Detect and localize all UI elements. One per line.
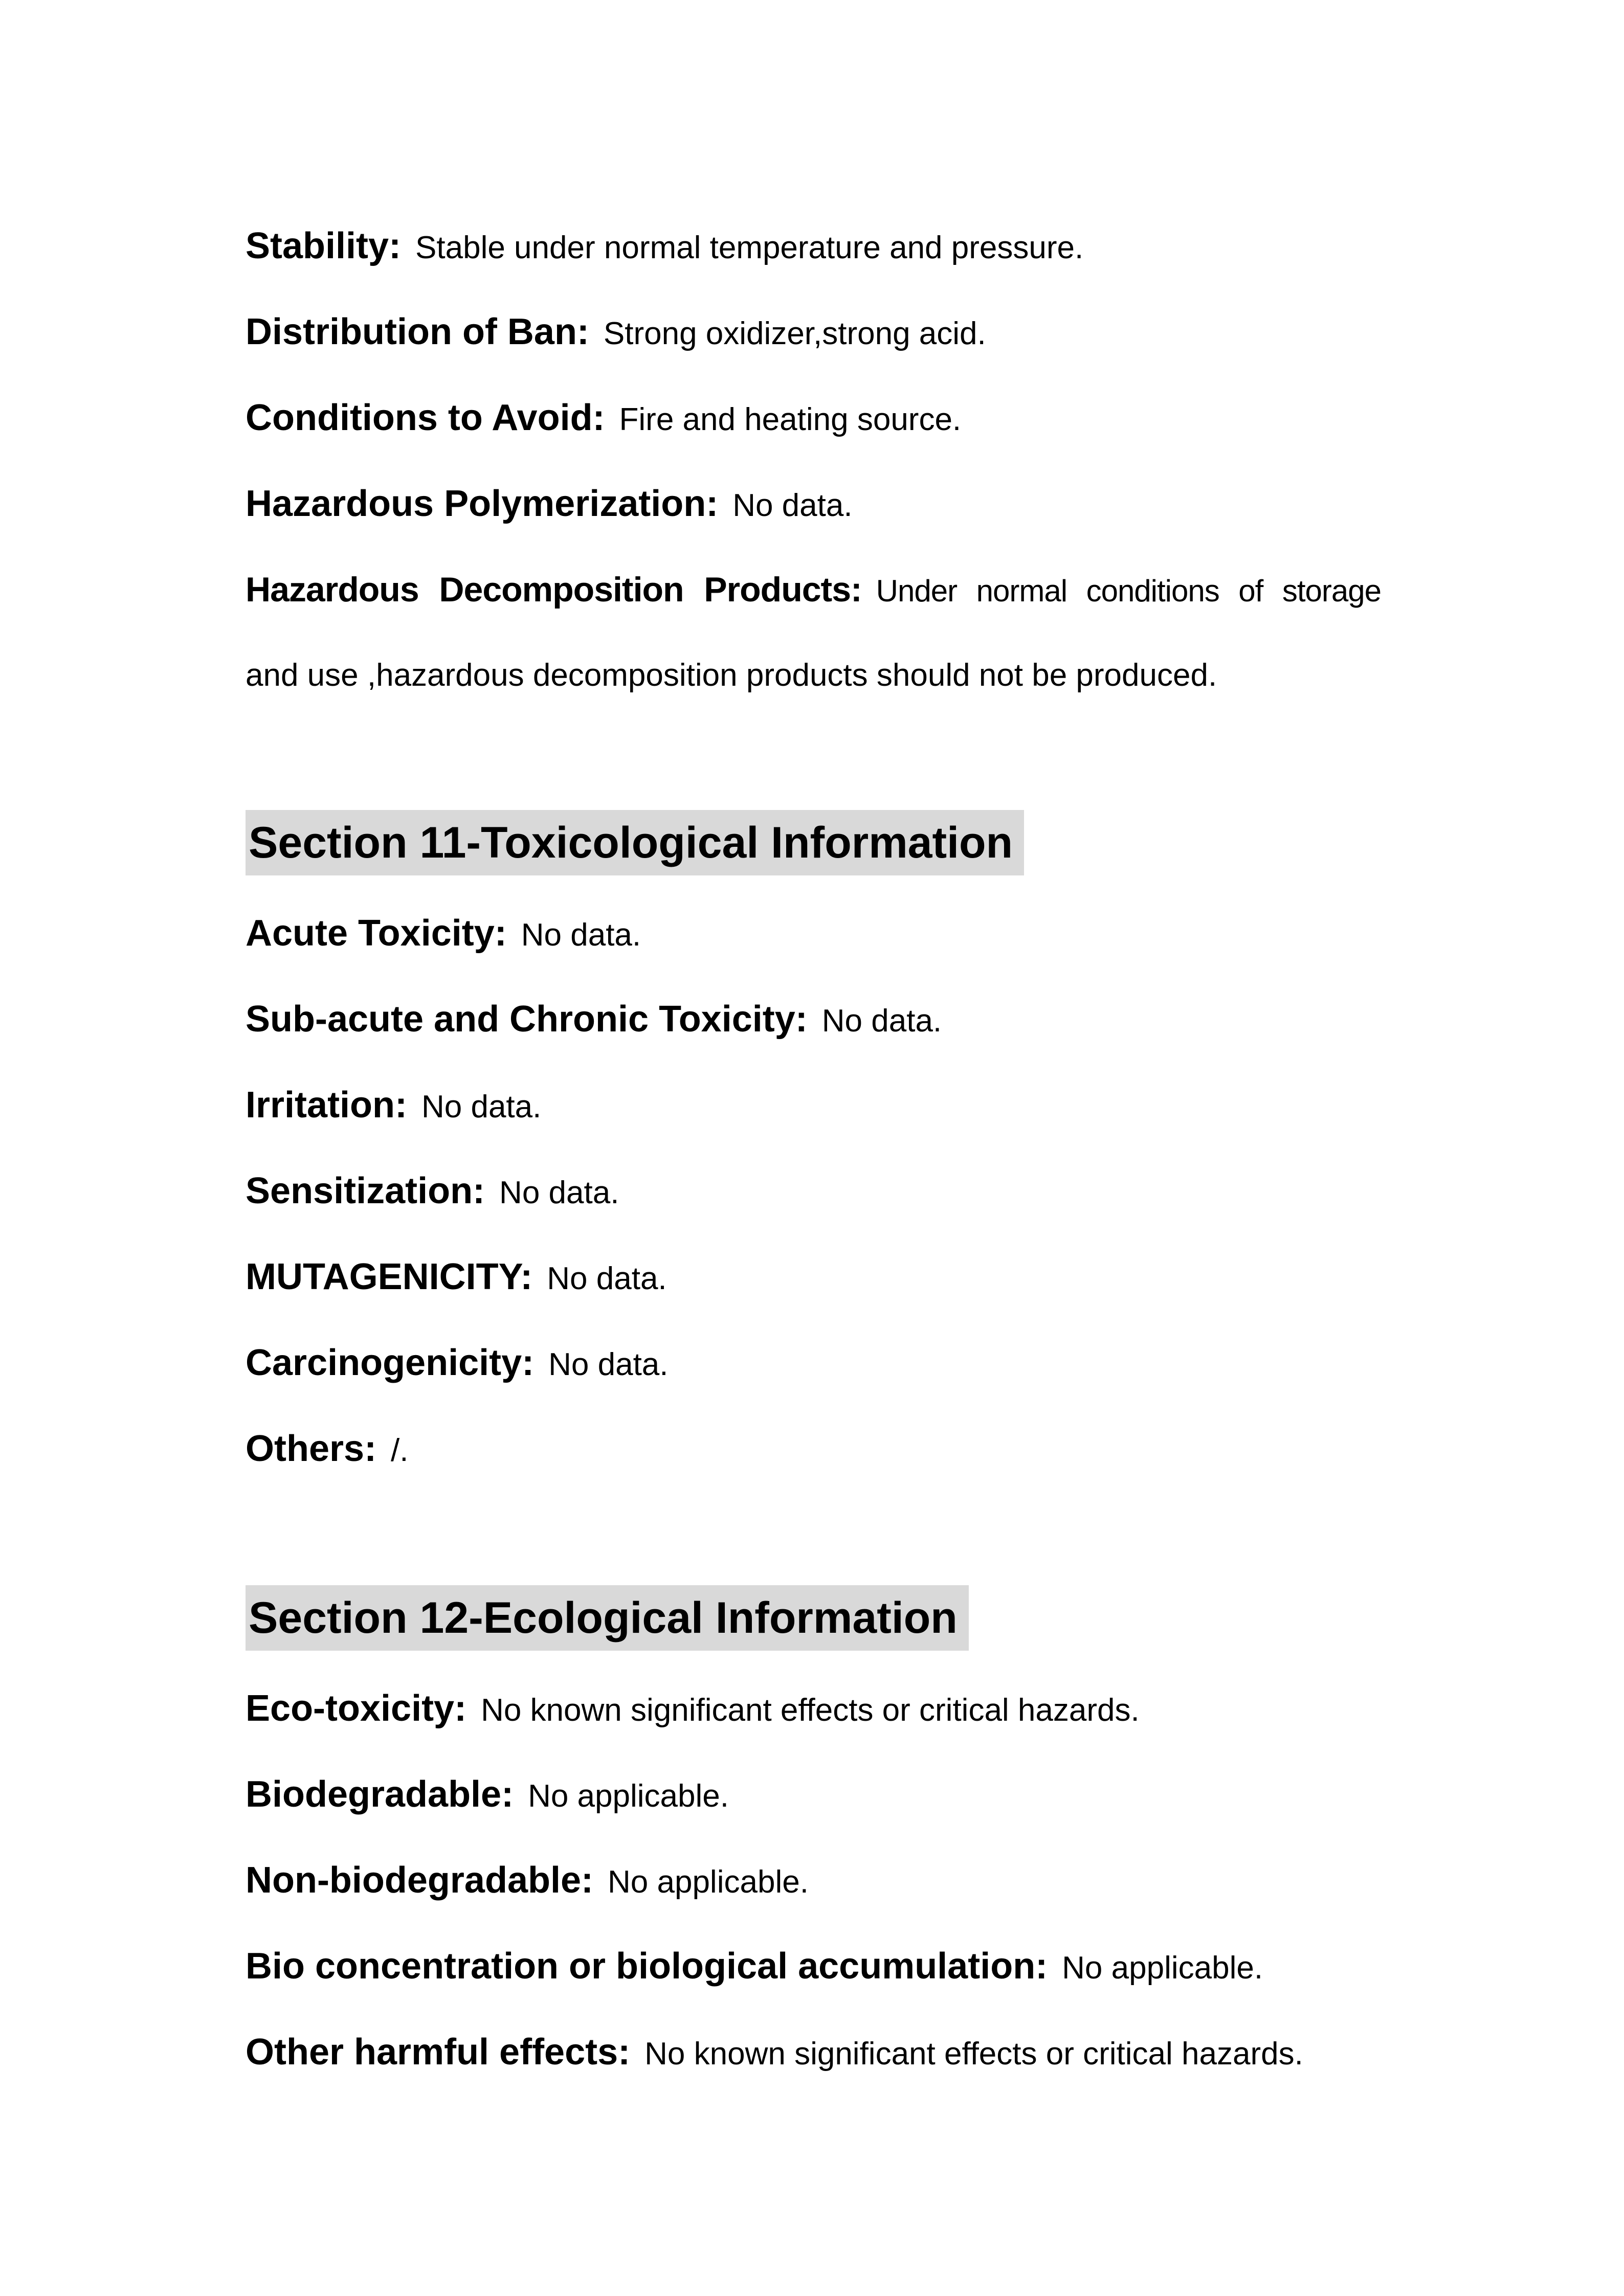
field-bio-concentration-or-biological-accumulation	[246, 1924, 1381, 2010]
field-value: No applicable.	[1062, 1950, 1263, 1986]
paragraph-spacer	[246, 717, 1381, 794]
field-value: and use ,hazardous decomposition products should not be produced.	[246, 658, 1217, 693]
field-value: No data.	[547, 1261, 667, 1296]
field-label: Hazardous Decomposition Products:	[246, 570, 862, 609]
field-value: No applicable.	[608, 1864, 809, 1900]
section-12-heading	[246, 1569, 1381, 1667]
field-hazardous-decomposition-products-line2	[246, 633, 1381, 717]
field-mutagenicity	[246, 1235, 1381, 1321]
field-label: Eco-toxicity:	[246, 1688, 467, 1729]
field-other-harmful-effects	[246, 2010, 1381, 2096]
field-label: Other harmful effects:	[246, 2032, 631, 2073]
field-distribution-of-ban	[246, 290, 1381, 376]
section-heading-highlight: Section 11-Toxicological Information	[246, 810, 1024, 875]
field-label: Hazardous Polymerization:	[246, 483, 719, 524]
field-acute-toxicity	[246, 891, 1381, 977]
field-label: Carcinogenicity:	[246, 1342, 535, 1383]
field-label: MUTAGENICITY:	[246, 1256, 533, 1297]
field-irritation	[246, 1063, 1381, 1149]
field-label: Irritation:	[246, 1085, 407, 1126]
field-value: No known significant effects or critical hazards.	[644, 2036, 1303, 2072]
field-value: /.	[391, 1433, 409, 1468]
field-label: Non-biodegradable:	[246, 1860, 593, 1901]
field-sensitization	[246, 1149, 1381, 1235]
field-label: Acute Toxicity:	[246, 913, 507, 954]
field-label: Stability:	[246, 226, 402, 266]
field-value: No data.	[499, 1175, 619, 1210]
field-sub-acute-and-chronic-toxicity	[246, 977, 1381, 1063]
field-value: Under normal conditions of storage	[876, 574, 1381, 608]
field-conditions-to-avoid	[246, 376, 1381, 462]
field-label: Sub-acute and Chronic Toxicity:	[246, 999, 808, 1040]
field-stability	[246, 204, 1381, 290]
field-label: Distribution of Ban:	[246, 311, 589, 352]
field-value: No data.	[421, 1089, 542, 1124]
field-value: No known significant effects or critical hazards.	[481, 1693, 1140, 1728]
field-value: No data.	[732, 488, 853, 523]
section-heading-highlight: Section 12-Ecological Information	[246, 1585, 969, 1651]
field-value: No applicable.	[528, 1779, 729, 1814]
section-11-heading	[246, 794, 1381, 891]
field-label: Conditions to Avoid:	[246, 397, 605, 438]
field-label: Others:	[246, 1428, 377, 1469]
field-label: Sensitization:	[246, 1170, 485, 1211]
field-value: No data.	[821, 1003, 942, 1039]
field-value: No data.	[548, 1347, 669, 1382]
field-biodegradable	[246, 1752, 1381, 1838]
field-value: Stable under normal temperature and pressure.	[415, 230, 1084, 265]
paragraph-spacer	[246, 1493, 1381, 1569]
field-value: Fire and heating source.	[619, 402, 962, 437]
field-carcinogenicity	[246, 1321, 1381, 1407]
field-label: Bio concentration or biological accumulation:	[246, 1946, 1048, 1987]
field-eco-toxicity	[246, 1667, 1381, 1752]
field-value: No data.	[521, 917, 641, 953]
field-value: Strong oxidizer,strong acid.	[603, 316, 986, 351]
field-hazardous-polymerization	[246, 462, 1381, 548]
field-others	[246, 1407, 1381, 1493]
field-hazardous-decomposition-products	[246, 548, 1381, 633]
field-non-biodegradable	[246, 1838, 1381, 1924]
field-label: Biodegradable:	[246, 1774, 514, 1815]
